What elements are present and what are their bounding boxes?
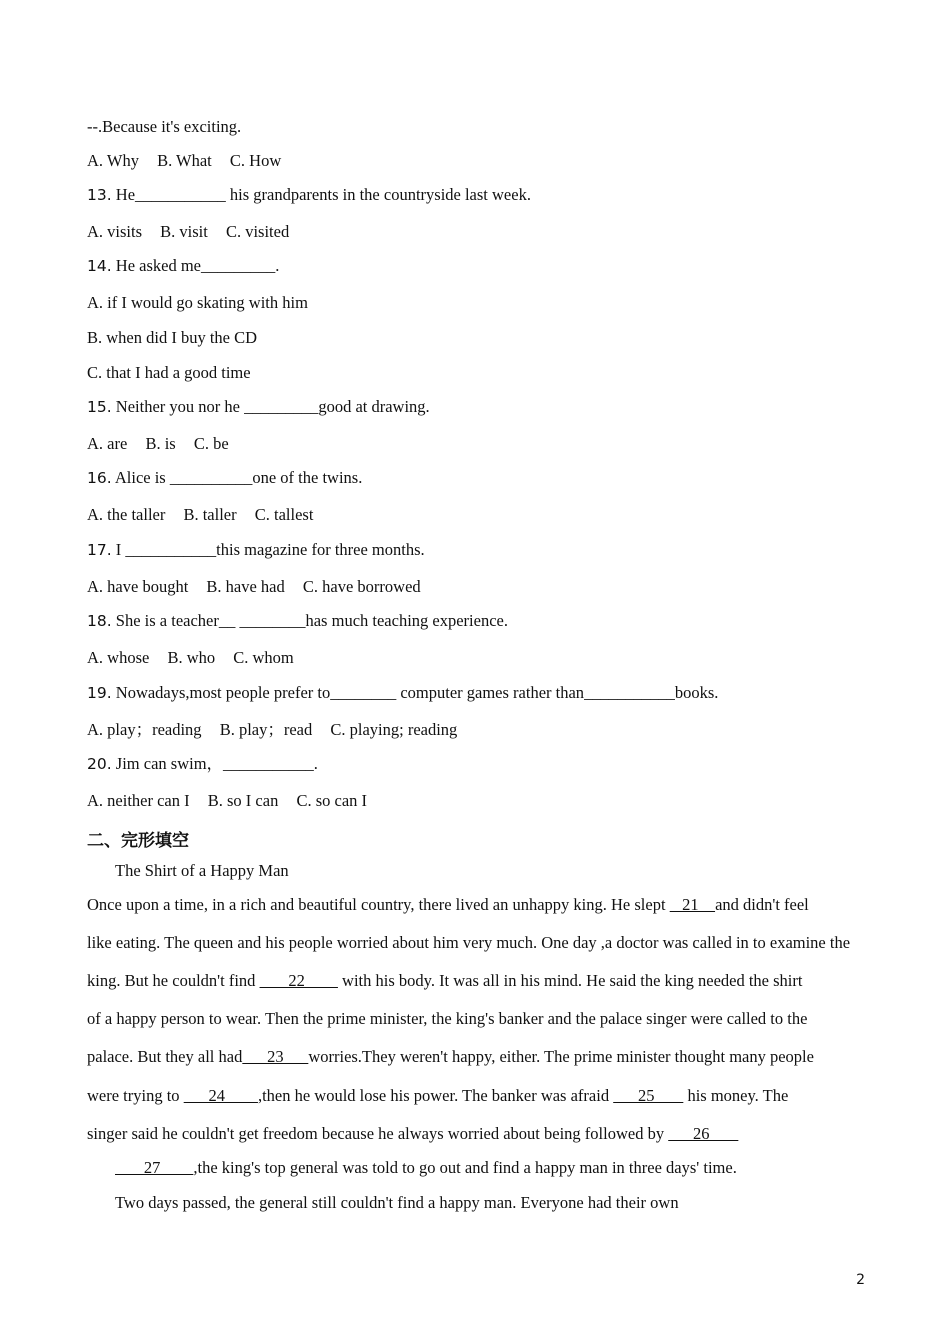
- q17-option-c: C. have borrowed: [302, 577, 421, 596]
- passage-line-2: like eating. The queen and his people worried about him very much. One day ,a doctor was called in to examine the: [87, 933, 851, 952]
- question-18: 18. She is a teacher__ ________has much teaching experience.: [87, 611, 508, 630]
- question-number: 20.: [87, 755, 112, 773]
- passage-line-6: were trying to 24 ,then he would lose his power. The banker was afraid 25 his money. The: [87, 1086, 789, 1105]
- q13-option-a: A. visits: [87, 222, 143, 241]
- q16-option-b: B. taller: [183, 505, 237, 524]
- q12-option-a: A. Why: [87, 151, 139, 170]
- answer-line: --.Because it's exciting.: [87, 117, 242, 136]
- q20-option-a: A. neither can I: [87, 791, 190, 810]
- q17-option-b: B. have had: [206, 577, 285, 596]
- question-16: 16. Alice is __________one of the twins.: [87, 468, 363, 487]
- q13-options: [87, 222, 862, 242]
- q20-option-b: B. so I can: [207, 791, 279, 810]
- q13-option-c: C. visited: [225, 222, 290, 241]
- question-number: 14.: [87, 257, 112, 275]
- passage-title: The Shirt of a Happy Man: [115, 861, 289, 880]
- answer-blank: ________: [330, 683, 397, 702]
- q14-option-b: B. when did I buy the CD: [87, 328, 258, 347]
- question-number: 15.: [87, 398, 112, 416]
- question-13: 13. He___________ his grandparents in the countryside last week.: [87, 185, 531, 204]
- page-number: 2: [856, 1272, 865, 1288]
- passage-line-4: of a happy person to wear. Then the prime minister, the king's banker and the palace singer were called to the: [87, 1009, 808, 1028]
- q20-options: [87, 791, 862, 811]
- question-19: 19. Nowadays,most people prefer to________ computer games rather than___________books.: [87, 683, 719, 702]
- answer-blank: ___________: [223, 754, 314, 773]
- passage-line-7: singer said he couldn't get freedom because he always worried about being followed by 26: [87, 1124, 739, 1143]
- q14-option-a: A. if I would go skating with him: [87, 293, 308, 312]
- q15-option-c: C. be: [193, 434, 229, 453]
- q15-option-b: B. is: [145, 434, 176, 453]
- q19-option-b: B. play；read: [219, 720, 313, 739]
- q20-option-c: C. so can I: [296, 791, 368, 810]
- question-number: 19.: [87, 684, 112, 702]
- q19-option-a: A. play；reading: [87, 720, 202, 739]
- q19-option-c: C. playing; reading: [330, 720, 458, 739]
- answer-blank: __________: [169, 468, 253, 487]
- answer-blank: ___________: [135, 185, 226, 204]
- q17-options: [87, 577, 862, 597]
- question-15: 15. Neither you nor he _________good at drawing.: [87, 397, 430, 416]
- answer-blank: _________: [244, 397, 319, 416]
- cloze-blank-21: 21: [669, 895, 716, 914]
- cloze-blank-26: 26: [668, 1124, 739, 1143]
- question-20: 20. Jim can swim，___________.: [87, 754, 318, 773]
- answer-blank: ___________: [584, 683, 675, 702]
- question-number: 16.: [87, 469, 112, 487]
- q16-option-c: C. tallest: [254, 505, 314, 524]
- passage-line-9: Two days passed, the general still couldn't find a happy man. Everyone had their own: [115, 1193, 679, 1212]
- q18-options: [87, 648, 862, 668]
- q18-option-c: C. whom: [233, 648, 294, 667]
- q15-options: [87, 434, 862, 454]
- cloze-blank-25: 25: [613, 1086, 684, 1105]
- question-14: 14. He asked me_________.: [87, 256, 280, 275]
- q12-option-c: C. How: [229, 151, 282, 170]
- q14-option-c: C. that I had a good time: [87, 363, 251, 382]
- q15-option-a: A. are: [87, 434, 128, 453]
- q17-option-a: A. have bought: [87, 577, 189, 596]
- q12-option-b: B. What: [157, 151, 212, 170]
- answer-blank: ___________: [125, 540, 217, 559]
- cloze-blank-22: 22: [259, 971, 338, 990]
- cloze-blank-24: 24: [183, 1086, 258, 1105]
- q13-option-b: B. visit: [160, 222, 208, 241]
- section-heading: 二、完形填空: [87, 831, 189, 851]
- q12-options: [87, 151, 862, 171]
- answer-blank: _________: [201, 256, 276, 275]
- cloze-blank-27: 27: [115, 1158, 194, 1177]
- q16-option-a: A. the taller: [87, 505, 166, 524]
- question-17: 17. I ___________this magazine for three months.: [87, 540, 425, 559]
- q16-options: [87, 505, 862, 525]
- question-number: 17.: [87, 541, 112, 559]
- question-number: 13.: [87, 186, 112, 204]
- passage-line-5: palace. But they all had 23 worries.They weren't happy, either. The prime minister thought many people: [87, 1047, 814, 1066]
- passage-line-8: 27 ,the king's top general was told to go out and find a happy man in three days' time.: [115, 1158, 737, 1177]
- passage-line-1: Once upon a time, in a rich and beautiful country, there lived an unhappy king. He slept 21 and didn't feel: [87, 895, 809, 914]
- answer-blank: __ ________: [218, 611, 306, 630]
- q19-options: [87, 720, 862, 740]
- q18-option-a: A. whose: [87, 648, 150, 667]
- passage-line-3: king. But he couldn't find 22 with his body. It was all in his mind. He said the king needed the shirt: [87, 971, 803, 990]
- q18-option-b: B. who: [167, 648, 216, 667]
- question-number: 18.: [87, 612, 112, 630]
- cloze-blank-23: 23: [242, 1047, 309, 1066]
